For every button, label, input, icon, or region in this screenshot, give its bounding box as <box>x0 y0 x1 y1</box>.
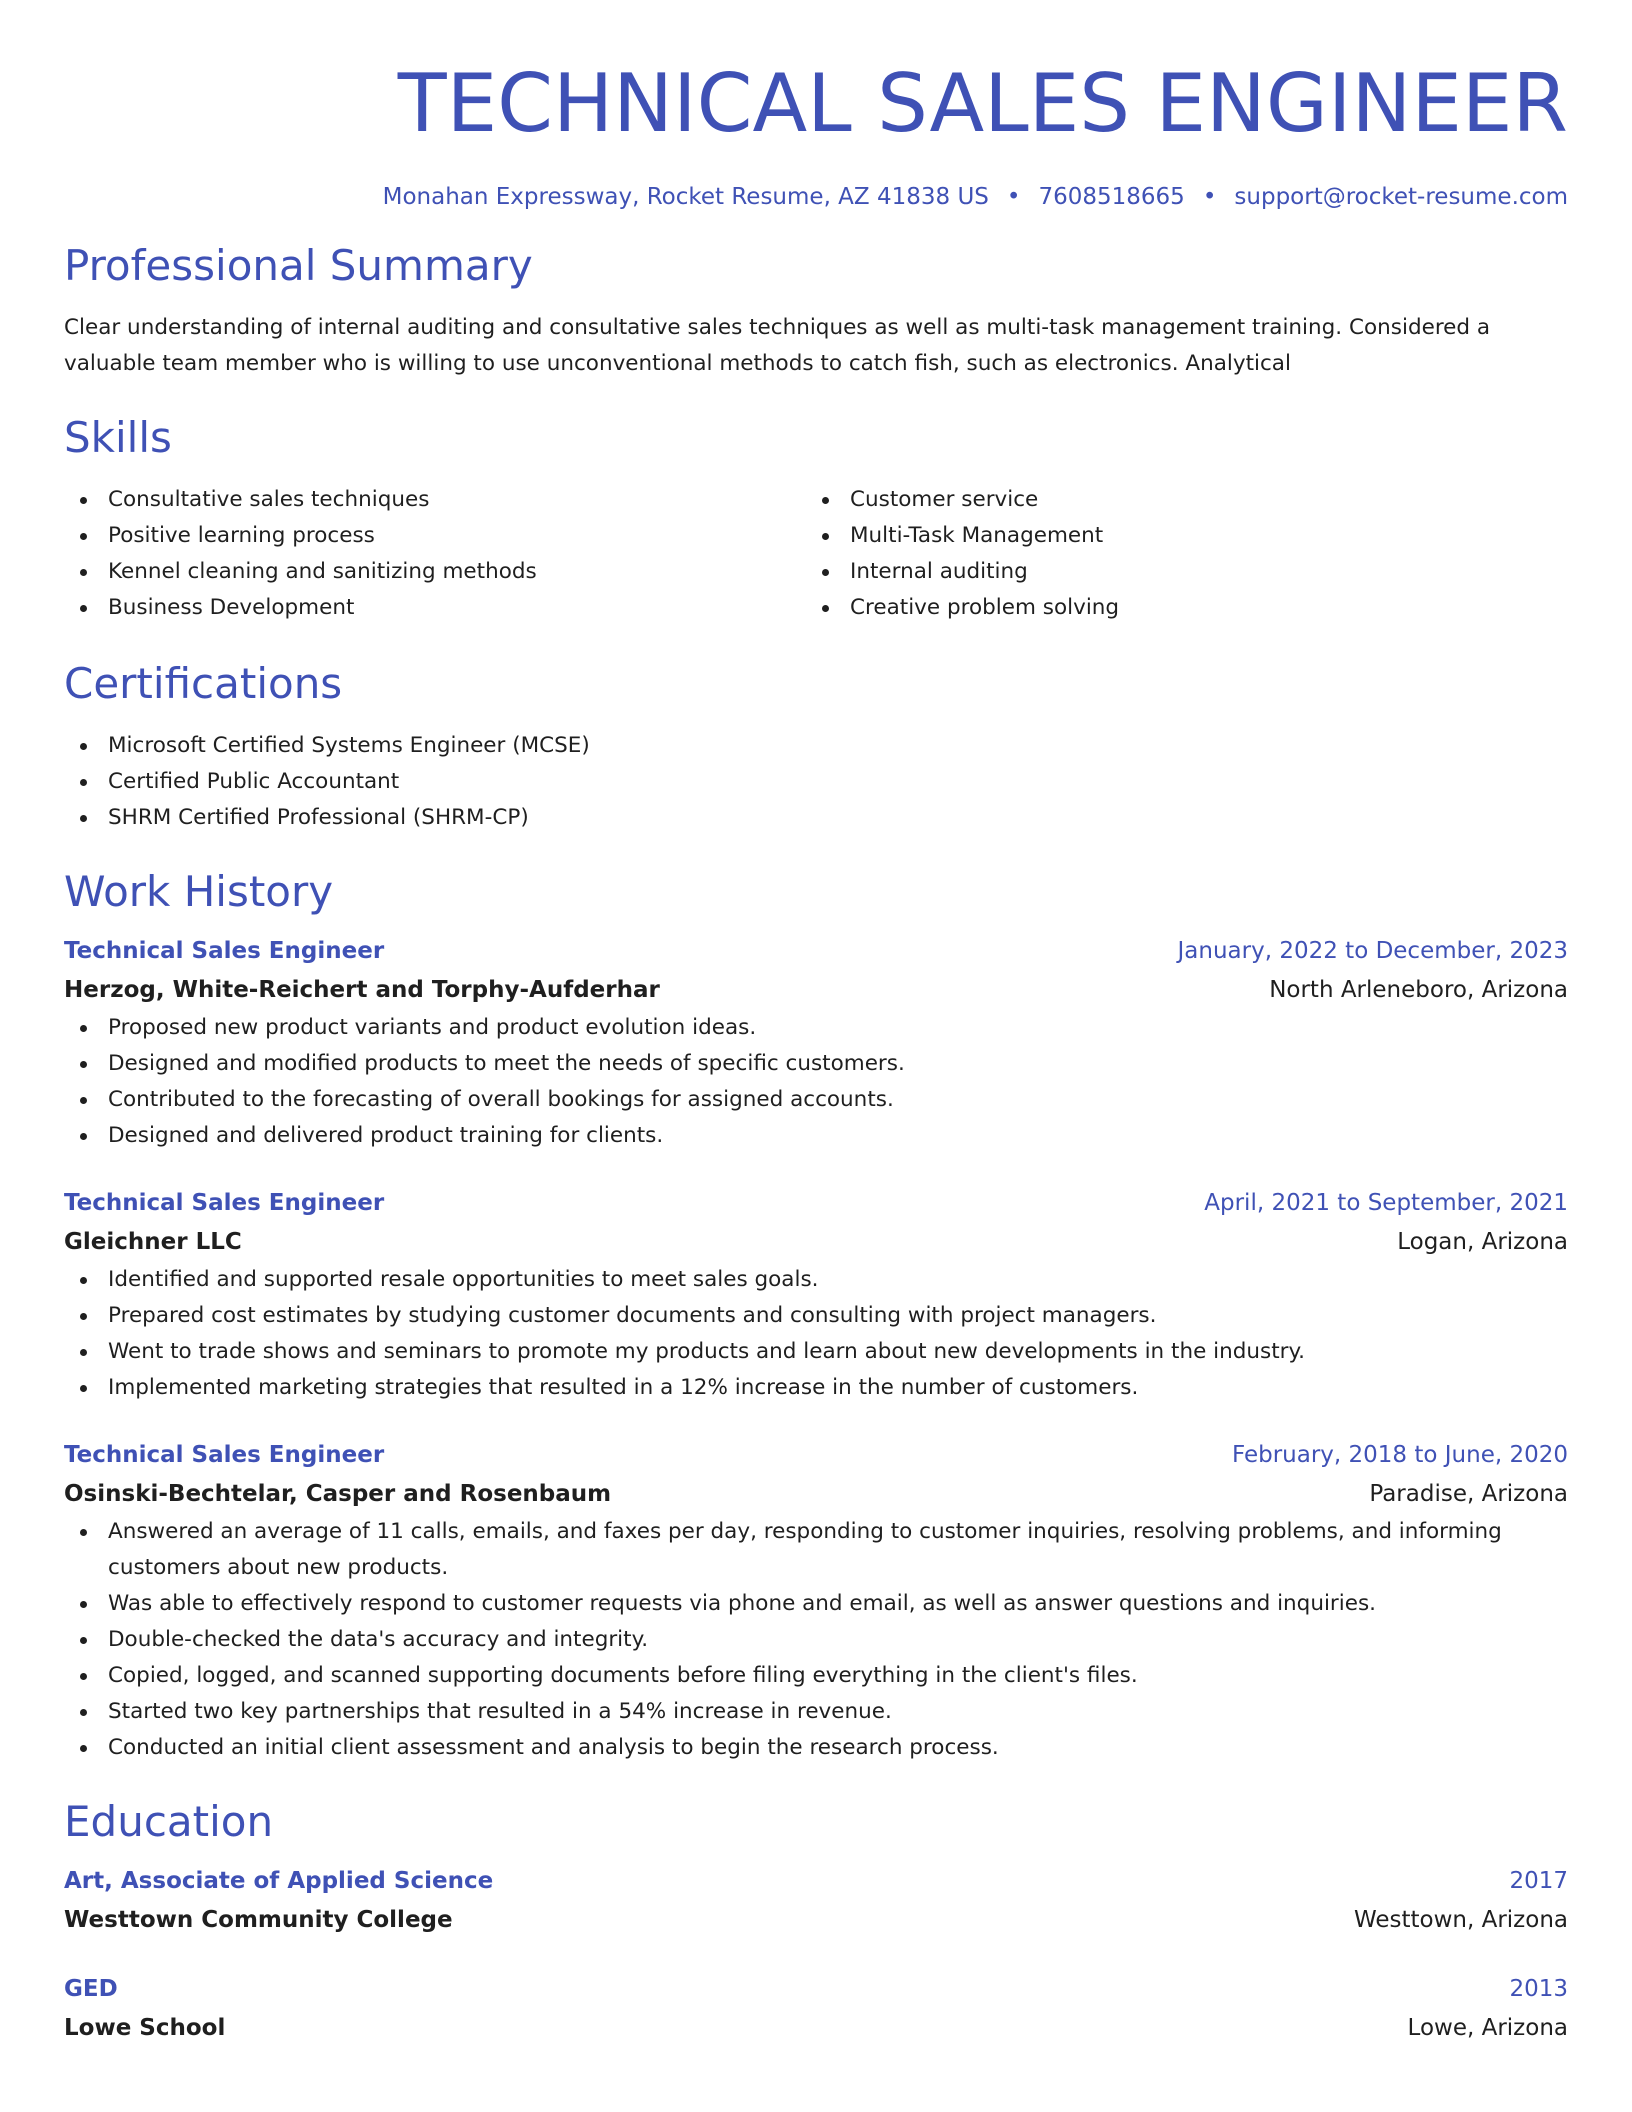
job-location: North Arleneboro, Arizona <box>1269 977 1568 1003</box>
contact-separator: • <box>1202 184 1217 210</box>
education-school-row <box>64 1900 1568 1940</box>
education-entry <box>64 1862 1568 1940</box>
job-title: Technical Sales Engineer <box>64 938 385 964</box>
job-header-row <box>64 1184 1568 1222</box>
education-location: Westtown, Arizona <box>1353 1907 1568 1933</box>
education-section <box>64 1796 1568 2048</box>
job-company: Herzog, White-Reichert and Torphy-Aufderhar <box>64 977 660 1003</box>
education-degree: Art, Associate of Applied Science <box>64 1868 494 1894</box>
contact-address: Monahan Expressway, Rocket Resume, AZ 41838 US <box>382 184 989 210</box>
job-location: Logan, Arizona <box>1397 1229 1568 1255</box>
job-company: Osinski-Bechtelar, Casper and Rosenbaum <box>64 1481 612 1507</box>
section-title-certifications: Certifications <box>64 659 343 708</box>
job-bullet: Proposed new product variants and product evolution ideas. <box>64 1010 1568 1046</box>
skills-list-right <box>806 482 1548 626</box>
certifications-list <box>64 728 1568 836</box>
job-header-row <box>64 932 1568 970</box>
contact-email[interactable]: support@rocket-resume.com <box>1234 184 1568 210</box>
section-title-skills: Skills <box>64 413 172 462</box>
education-year: 2017 <box>1509 1868 1568 1894</box>
job-bullet: Designed and modified products to meet the needs of specific customers. <box>64 1046 1568 1082</box>
work-section <box>64 866 1568 1766</box>
job-bullets <box>64 1010 1568 1154</box>
section-title-work: Work History <box>64 867 334 916</box>
job-bullet: Was able to effectively respond to customer requests via phone and email, as well as answer questions and inquiries. <box>64 1586 1568 1622</box>
section-title-education: Education <box>64 1797 274 1846</box>
resume-page <box>64 0 1568 2048</box>
contact-separator: • <box>1006 184 1021 210</box>
job-bullet: Answered an average of 11 calls, emails, and faxes per day, responding to customer inquiries, resolving problems, and informing customers about new products. <box>64 1514 1568 1586</box>
contact-phone[interactable]: 7608518665 <box>1038 184 1185 210</box>
job-title: Technical Sales Engineer <box>64 1442 385 1468</box>
section-title-summary: Professional Summary <box>64 241 533 290</box>
job-bullet: Went to trade shows and seminars to promote my products and learn about new developments in the industry. <box>64 1334 1568 1370</box>
education-year: 2013 <box>1509 1976 1568 2002</box>
job-bullets <box>64 1262 1568 1406</box>
contact-line <box>64 182 1568 212</box>
job-company: Gleichner LLC <box>64 1229 242 1255</box>
job-bullet: Contributed to the forecasting of overall bookings for assigned accounts. <box>64 1082 1568 1118</box>
skills-list-left <box>64 482 806 626</box>
job-bullet: Designed and delivered product training for clients. <box>64 1118 1568 1154</box>
skills-section <box>64 412 1568 626</box>
job-bullet: Implemented marketing strategies that resulted in a 12% increase in the number of customers. <box>64 1370 1568 1406</box>
job-dates: April, 2021 to September, 2021 <box>1204 1190 1568 1216</box>
skill-item: Customer service <box>806 482 1548 518</box>
skill-item: Business Development <box>64 590 806 626</box>
certification-item: Certified Public Accountant <box>64 764 1568 800</box>
job-location: Paradise, Arizona <box>1369 1481 1568 1507</box>
skill-item: Creative problem solving <box>806 590 1548 626</box>
job-bullet: Copied, logged, and scanned supporting documents before filing everything in the client's files. <box>64 1658 1568 1694</box>
skills-columns <box>64 482 1568 626</box>
job-entry <box>64 1184 1568 1406</box>
job-bullet: Double-checked the data's accuracy and integrity. <box>64 1622 1568 1658</box>
job-title: Technical Sales Engineer <box>64 1190 385 1216</box>
education-location: Lowe, Arizona <box>1407 2015 1568 2041</box>
certifications-section <box>64 658 1568 836</box>
certification-item: SHRM Certified Professional (SHRM-CP) <box>64 800 1568 836</box>
job-bullet: Prepared cost estimates by studying customer documents and consulting with project managers. <box>64 1298 1568 1334</box>
skill-item: Consultative sales techniques <box>64 482 806 518</box>
education-entry <box>64 1970 1568 2048</box>
job-dates: February, 2018 to June, 2020 <box>1231 1442 1568 1468</box>
skill-item: Positive learning process <box>64 518 806 554</box>
job-bullet: Started two key partnerships that resulted in a 54% increase in revenue. <box>64 1694 1568 1730</box>
job-company-row <box>64 970 1568 1010</box>
resume-name: TECHNICAL SALES ENGINEER <box>397 57 1568 150</box>
skill-item: Internal auditing <box>806 554 1548 590</box>
education-school: Lowe School <box>64 2015 226 2041</box>
job-company-row <box>64 1222 1568 1262</box>
education-school-row <box>64 2008 1568 2048</box>
education-school: Westtown Community College <box>64 1907 453 1933</box>
job-bullet: Conducted an initial client assessment and analysis to begin the research process. <box>64 1730 1568 1766</box>
skill-item: Multi-Task Management <box>806 518 1548 554</box>
job-dates: January, 2022 to December, 2023 <box>1177 938 1568 964</box>
job-entry <box>64 1436 1568 1766</box>
skill-item: Kennel cleaning and sanitizing methods <box>64 554 806 590</box>
job-company-row <box>64 1474 1568 1514</box>
summary-text: Clear understanding of internal auditing and consultative sales techniques as well as multi-task management training. Considered a valuable team member who is willing to use unconventional methods to catch fish, such as electronics. Analytical <box>64 315 1491 376</box>
job-bullets <box>64 1514 1568 1766</box>
education-header-row <box>64 1862 1568 1900</box>
education-degree: GED <box>64 1976 118 2002</box>
job-entry <box>64 932 1568 1154</box>
job-bullet: Identified and supported resale opportunities to meet sales goals. <box>64 1262 1568 1298</box>
certification-item: Microsoft Certified Systems Engineer (MCSE) <box>64 728 1568 764</box>
job-header-row <box>64 1436 1568 1474</box>
resume-header <box>64 0 1568 212</box>
education-header-row <box>64 1970 1568 2008</box>
summary-section <box>64 240 1568 382</box>
